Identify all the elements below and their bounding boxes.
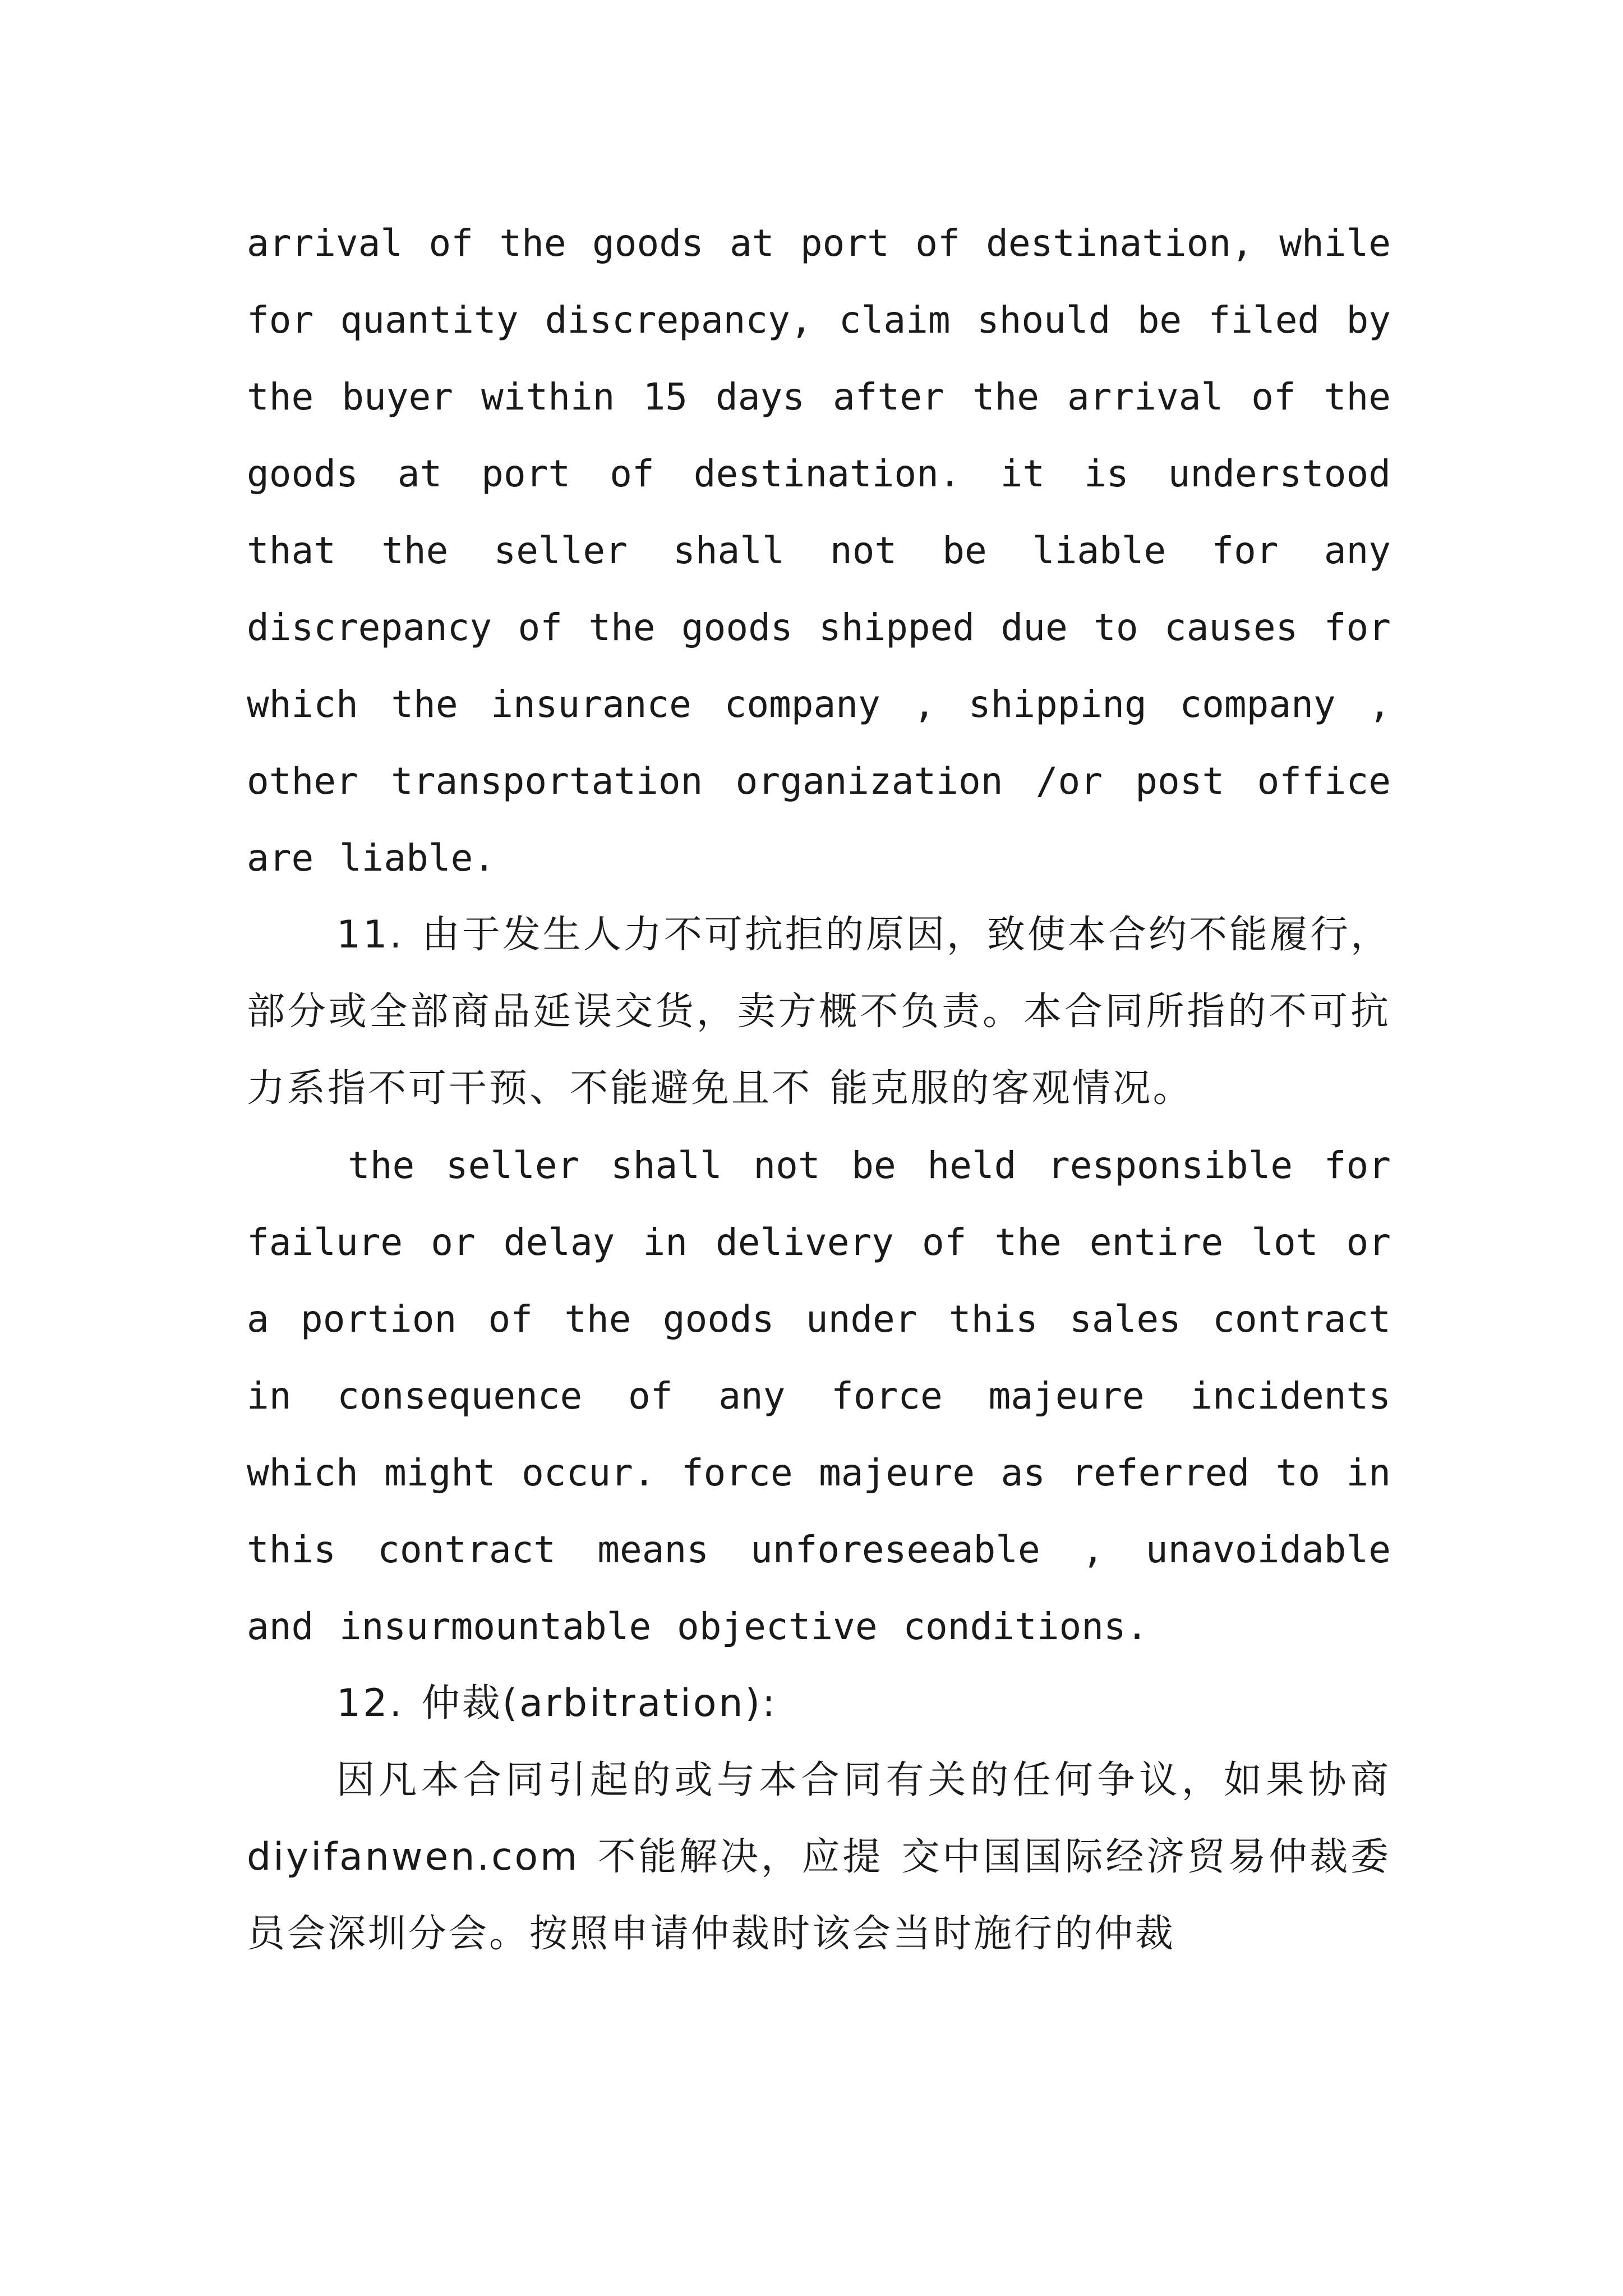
paragraph-arbitration-heading: 12. 仲裁(arbitration): — [336, 1681, 777, 1726]
paragraph-claim-period: arrival of the goods at port of destination, while for quantity discrepancy, claim should be filed by the buyer within 15 days after the arrival of the goods at port of destination. it is understood that the seller shall not be liable for any discrepancy of the goods shipped due to causes for which the insurance company , shipping company , other transportation organization /or post office are liable. — [247, 222, 1391, 880]
document-body — [247, 205, 1391, 1972]
paragraph-arbitration-cn: 因凡本合同引起的或与本合同有关的任何争议，如果协商 diyifanwen.com 不能解决，应提 交中国国际经济贸易仲裁委员会深圳分会。按照申请仲裁时该会当时施行的仲裁 — [247, 1758, 1391, 1956]
paragraph-force-majeure-en: the seller shall not be held responsible for failure or delay in delivery of the entire lot or a portion of the goods under this sales contract in consequence of any force majeure incidents which might occur. force majeure as referred to in this contract means unforeseeable , unavoidable and insurmountable objective conditions. — [247, 1144, 1391, 1648]
paragraph-force-majeure-cn: 11. 由于发生人力不可抗拒的原因，致使本合约不能履行，部分或全部商品延误交货，卖方概不负责。本合同所指的不可抗力系指不可干预、不能避免且不 能克服的客观情况。 — [247, 913, 1391, 1111]
